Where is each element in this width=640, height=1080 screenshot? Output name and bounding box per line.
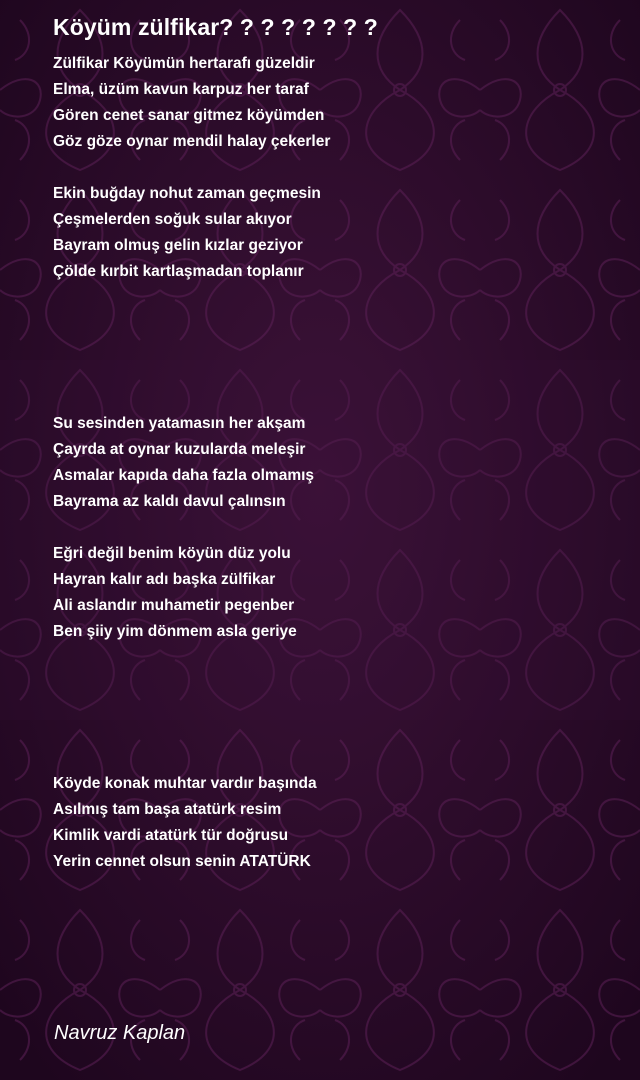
poem-line: Çayrda at oynar kuzularda meleşir	[53, 441, 306, 458]
poem-line: Çeşmelerden soğuk sular akıyor	[53, 211, 292, 228]
poem-line: Ben şiiy yim dönmem asla geriye	[53, 623, 297, 640]
poem-line: Asılmış tam başa atatürk resim	[53, 801, 282, 818]
poem-author: Navruz Kaplan	[54, 1022, 186, 1044]
poem-line: Bayrama az kaldı davul çalınsın	[53, 493, 286, 510]
poem-line: Su sesinden yatamasın her akşam	[53, 415, 306, 432]
poem-line: Elma, üzüm kavun karpuz her taraf	[53, 81, 309, 98]
poem-line: Bayram olmuş gelin kızlar geziyor	[53, 237, 303, 254]
poem-line: Yerin cennet olsun senin ATATÜRK	[53, 853, 311, 870]
poem-line: Çölde kırbit kartlaşmadan toplanır	[53, 263, 304, 280]
poem-line: Ekin buğday nohut zaman geçmesin	[53, 185, 321, 202]
poem-line: Ali aslandır muhametir pegenber	[53, 597, 295, 614]
poem-line: Kimlik vardi atatürk tür doğrusu	[53, 827, 289, 844]
stanza-2	[53, 181, 321, 285]
poem-line: Hayran kalır adı başka zülfikar	[53, 571, 276, 588]
poem-line: Gören cenet sanar gitmez köyümden	[53, 107, 325, 124]
stanza-4	[53, 541, 297, 645]
stanza-1	[53, 51, 330, 155]
stanza-5	[53, 771, 317, 875]
stanza-3	[53, 411, 314, 515]
poem-line: Göz göze oynar mendil halay çekerler	[53, 133, 331, 150]
poem-line: Eğri değil benim köyün düz yolu	[53, 545, 291, 562]
poem-line: Köyde konak muhtar vardır başında	[53, 775, 317, 792]
poem-line: Asmalar kapıda daha fazla olmamış	[53, 467, 315, 484]
poem-line: Zülfikar Köyümün hertarafı güzeldir	[53, 55, 315, 72]
poem-title: Köyüm zülfikar? ? ? ? ? ? ? ?	[53, 14, 378, 40]
